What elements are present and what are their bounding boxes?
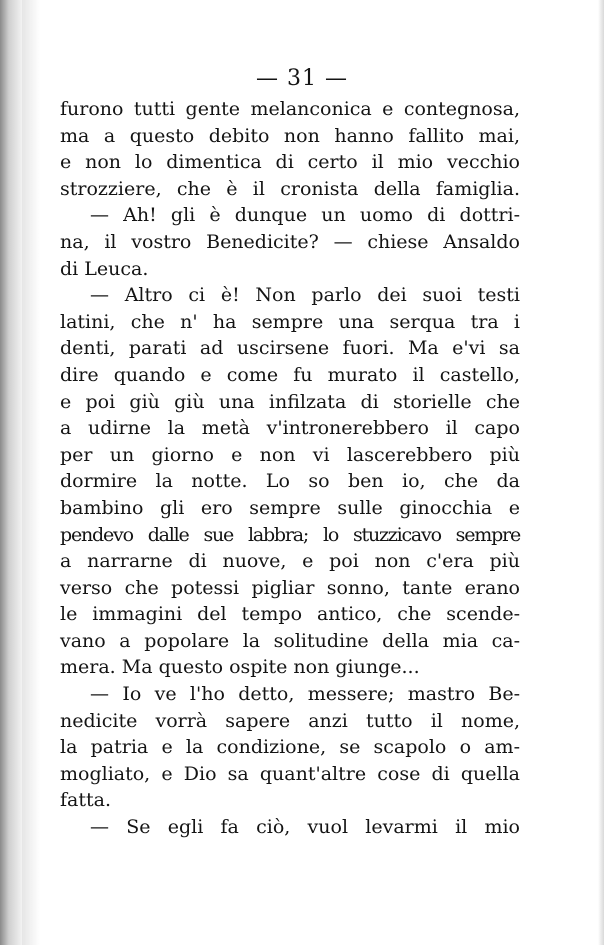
text-line: — Ah! gli è dunque un uomo di dottri- (90, 204, 520, 227)
text-line: a narrarne di nuove, e poi non c'era più (60, 550, 520, 573)
gutter-shadow (22, 0, 40, 945)
text-line: fatta. (60, 789, 111, 812)
page-number: — 31 — (256, 66, 348, 91)
text-line: — Se egli fa ciò, vuol levarmi il mio (90, 816, 520, 839)
text-line: bambino gli ero sempre sulle ginocchia e (60, 496, 520, 519)
book-spine-shadow (0, 0, 22, 945)
text-line: latini, che n' ha sempre una serqua tra i (60, 310, 520, 333)
text-line: vano a popolare la solitudine della mia ca- (60, 629, 520, 652)
text-line: la patria e la condizione, se scapolo o am- (60, 736, 520, 759)
text-line: dire quando e come fu murato il castello, (60, 363, 520, 386)
text-line: verso che potessi pigliar sonno, tante erano (60, 576, 520, 599)
text-line: di Leuca. (60, 257, 149, 280)
text-line: strozziere, che è il cronista della famiglia. (60, 177, 520, 200)
text-line: ma a questo debito non hanno fallito mai, (60, 124, 520, 147)
text-line: mera. Ma questo ospite non giunge... (60, 656, 420, 679)
text-line: — Io ve l'ho detto, messere; mastro Be- (90, 683, 520, 706)
text-line: e poi giù giù una infilzata di storielle che (60, 390, 520, 413)
text-line: dormire la notte. Lo so ben io, che da (60, 470, 520, 493)
text-line: e non lo dimentica di certo il mio vecchio (60, 151, 520, 174)
text-line: mogliato, e Dio sa quant'altre cose di quella (60, 762, 520, 785)
text-line: a udirne la metà v'intronerebbero il capo (60, 417, 520, 440)
text-line: le immagini del tempo antico, che scende- (60, 603, 520, 626)
text-line: — Altro ci è! Non parlo dei suoi testi (90, 284, 520, 307)
text-line: furono tutti gente melanconica e contegnosa, (60, 98, 520, 120)
body-text (60, 96, 520, 841)
page-edge (598, 0, 604, 945)
text-line: nedicite vorrà sapere anzi tutto il nome, (60, 709, 520, 732)
text-line: na, il vostro Benedicite? — chiese Ansaldo (60, 230, 520, 253)
text-line: per un giorno e non vi lascerebbero più (60, 443, 520, 466)
text-line: pendevo dalle sue labbra; lo stuzzicavo sempre (60, 523, 520, 546)
text-line: denti, parati ad uscirsene fuori. Ma e'vi sa (60, 337, 520, 360)
